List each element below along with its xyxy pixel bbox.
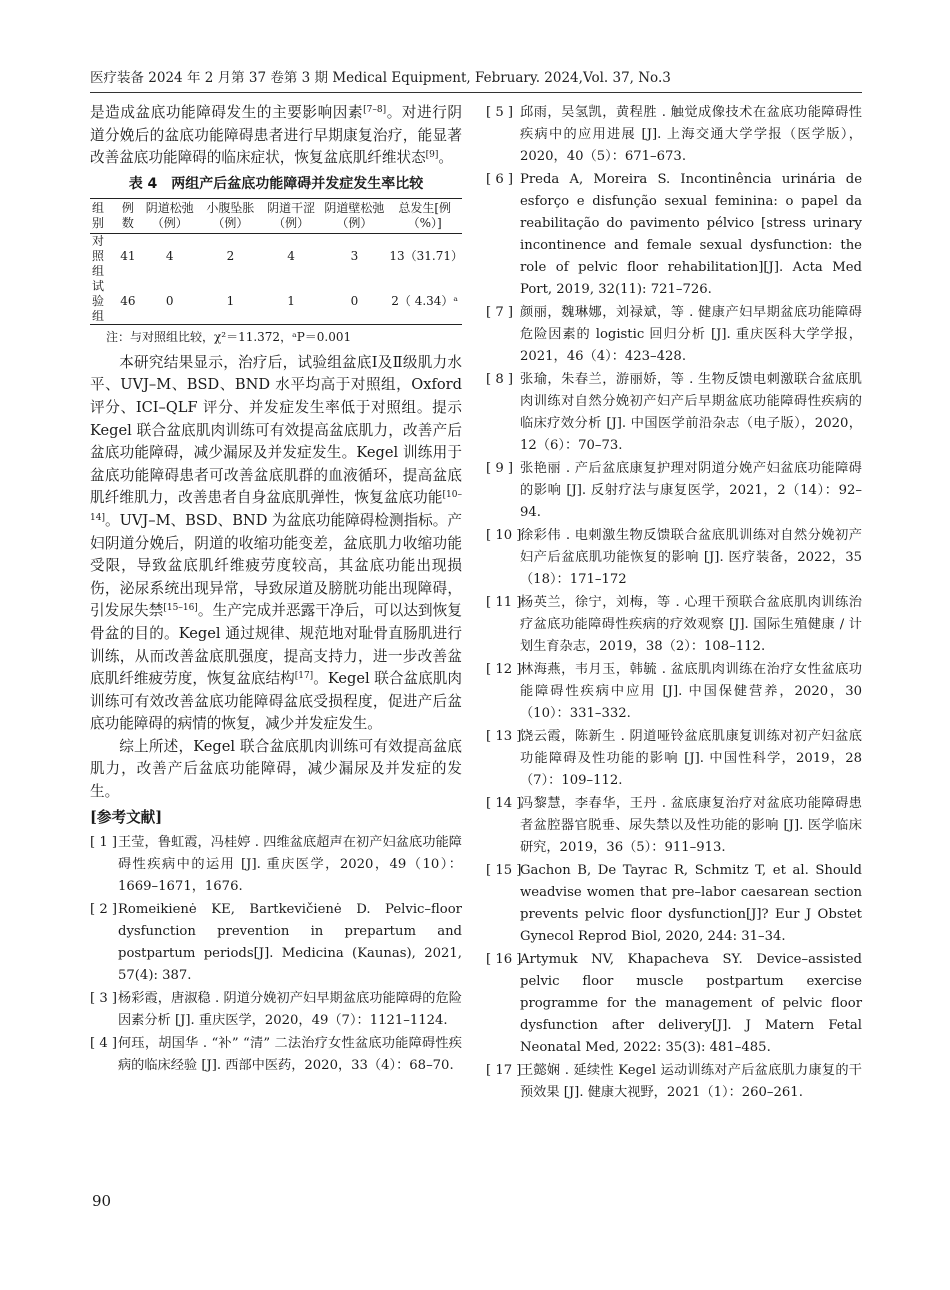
paragraph-1: 是造成盆底功能障碍发生的主要影响因素[7–8]。对进行阴道分娩后的盆底功能障碍患者进行早期康复治疗，能显著改善盆底功能障碍的临床症状，恢复盆底肌纤维状态[9]。	[90, 104, 462, 167]
reference-item: [ 10 ] 徐彩伟 . 电刺激生物反馈联合盆底肌训练对自然分娩初产妇产后盆底肌功能恢复的影响 [J]. 医疗装备，2022，35（18）：171–172	[486, 528, 862, 587]
col-header-count: 例数	[121, 200, 134, 230]
col-header-vaginal-wall-laxity: 阴道壁松弛（例）	[324, 200, 385, 230]
table-cell: 4	[287, 248, 295, 263]
page-number: 90	[92, 1192, 112, 1210]
reference-item: [ 13 ] 饶云霞，陈新生 . 阴道哑铃盆底肌康复训练对初产妇盆底功能障碍及性功能的影响 [J]. 中国性科学，2019，28（7）：109–112.	[486, 729, 862, 788]
reference-item: [ 9 ] 张艳丽 . 产后盆底康复护理对阴道分娩产妇盆底功能障碍的影响 [J]. 反射疗法与康复医学，2021，2（14）：92–94.	[486, 461, 862, 520]
col-header-abdominal-distension: 小腹坠胀（例）	[206, 200, 255, 230]
table-row	[90, 233, 462, 279]
table-cell: 2（ 4.34）ᵃ	[391, 293, 459, 308]
col-header-vaginal-laxity: 阴道松弛（例）	[145, 200, 194, 230]
reference-item: [ 12 ] 林海燕，韦月玉，韩毓 . 盆底肌肉训练在治疗女性盆底功能障碍性疾病中应用 [J]. 中国保健营养，2020，30（10）：331–332.	[486, 662, 862, 721]
citation: [15–16]	[163, 603, 198, 614]
table-cell: 13（31.71）	[389, 248, 463, 263]
table-cell: 0	[350, 293, 359, 308]
references-heading: [参考文献]	[90, 808, 163, 826]
reference-item: [ 15 ] Gachon B, De Tayrac R, Schmitz T, et al. Should weadvise women that pre–labor caesarean section prevents pelvic floor dysfunction[J]? Eur J Obstet Gynecol Reprod Biol, 2020, 244: 31–34.	[486, 863, 862, 944]
table-header-row	[90, 198, 462, 233]
right-column	[486, 102, 862, 1105]
table-4-title: 表 4 两组产后盆底功能障碍并发症发生率比较	[128, 175, 424, 192]
reference-item: [ 6 ] Preda A, Moreira S. Incontinência urinária de esforço e disfunção sexual feminina: o papel da reabilitação do pavimento pélvico [stress urinary incontinence and female sexual dysfunction: the role of pelvic floor rehabilitation][J]. Acta Med Port, 2019, 32(11): 721–726.	[486, 172, 862, 297]
paragraph-3: 综上所述，Kegel 联合盆底肌肉训练可有效提高盆底肌力，改善产后盆底功能障碍，减少漏尿及并发症的发生。	[90, 737, 462, 801]
table-note: 注：与对照组比较，χ²＝11.372，ᵃP＝0.001	[106, 329, 352, 344]
col-header-total: 总发生[例（%）]	[398, 200, 452, 230]
reference-item: [ 7 ] 颜丽，魏琳娜，刘禄斌，等 . 健康产妇早期盆底功能障碍危险因素的 logistic 回归分析 [J]. 重庆医科大学学报，2021，46（4）：423–428.	[486, 305, 862, 364]
reference-item: [ 5 ] 邱雨，吴氢凯，黄程胜 . 触觉成像技术在盆底功能障碍性疾病中的应用进展 [J]. 上海交通大学学报（医学版），2020，40（5）：671–673.	[486, 105, 862, 164]
citation: [7–8]	[363, 105, 387, 115]
table-cell: 1	[287, 293, 295, 308]
reference-item: [ 3 ] 杨彩霞，唐淑稳 . 阴道分娩初产妇早期盆底功能障碍的危险因素分析 [J]. 重庆医学，2020，49（7）：1121–1124.	[90, 990, 462, 1028]
references-left	[90, 832, 462, 1077]
table-cell: 试验组	[92, 278, 105, 323]
citation: [10–14]	[90, 490, 462, 523]
table-cell: 0	[165, 293, 174, 308]
left-column	[90, 102, 462, 1078]
reference-item: [ 1 ] 王莹，鲁虹霞，冯桂婷 . 四维盆底超声在初产妇盆底功能障碍性疾病中的运用 [J]. 重庆医学，2020，49（10）：1669–1671，1676.	[90, 834, 462, 894]
paragraph-2: 本研究结果显示，治疗后，试验组盆底Ⅰ及Ⅱ级肌力水平、UVJ–M、BSD、BND 水平均高于对照组，Oxford 评分、ICI–QLF 评分、并发症发生率低于对照组。提示 Kegel 联合盆底肌肉训练可有效提高盆底肌力，改善产后盆底功能障碍，减少漏尿及并发症发生。Kegel 训练用于盆底功能障碍患者可改善盆底肌群的血液循环，提高盆底肌纤维肌力，改善患者自身盆底肌弹性，恢复盆底功能[10–14]。UVJ–M、BSD、BND 为盆底功能障碍检测指标。产妇阴道分娩后，阴道的收缩功能变差，盆底肌力收缩功能受限，导致盆底肌纤维疲劳度较高，其盆底功能出现损伤，泌尿系统出现异常，导致尿道及膀胱功能出现障碍，引发尿失禁[15–16]。生产完成并恶露干净后，可以达到恢复骨盆的目的。Kegel 通过规律、规范地对耻骨直肠肌进行训练，从而改善盆底肌强度，提高支持力，进一步改善盆底肌纤维疲劳度，恢复盆底结构[17]。Kegel 联合盆底肌肉训练可有效改善盆底功能障碍盆底受损程度，促进产后盆底功能障碍的病情的恢复，减少并发症发生。	[90, 353, 462, 733]
reference-item: [ 17 ] 王懿娴 . 延续性 Kegel 运动训练对产后盆底肌力康复的干预效果 [J]. 健康大视野，2021（1）：260–261.	[486, 1063, 862, 1100]
table-cell: 3	[350, 248, 359, 263]
header-rule	[90, 92, 862, 93]
reference-item: [ 11 ] 杨英兰，徐宁，刘梅，等 . 心理干预联合盆底肌肉训练治疗盆底功能障碍性疾病的疗效观察 [J]. 国际生殖健康 / 计划生育杂志，2019，38（2）：108–112.	[486, 595, 862, 654]
col-header-group: 组别	[92, 200, 105, 230]
table-row	[90, 279, 462, 325]
citation: [17]	[294, 671, 314, 682]
table-cell: 对照组	[92, 233, 105, 278]
running-header: 医疗装备 2024 年 2 月第 37 卷第 3 期 Medical Equipment, February. 2024,Vol. 37, No.3	[90, 70, 671, 86]
table-4	[90, 198, 462, 325]
reference-item: [ 8 ] 张瑜，朱春兰，游丽娇，等 . 生物反馈电刺激联合盆底肌肉训练对自然分娩初产妇产后早期盆底功能障碍性疾病的临床疗效分析 [J]. 中国医学前沿杂志（电子版），2020，12（6）：70–73.	[486, 372, 862, 453]
table-cell: 41	[120, 248, 136, 263]
table-cell: 4	[165, 248, 174, 263]
col-header-vaginal-dryness: 阴道干涩（例）	[267, 200, 316, 230]
table-cell: 46	[120, 293, 136, 308]
citation: [9]	[425, 150, 439, 161]
reference-item: [ 14 ] 冯黎慧，李春华，王丹 . 盆底康复治疗对盆底功能障碍患者盆腔器官脱垂、尿失禁以及性功能的影响 [J]. 医学临床研究，2019，36（5）：911–913.	[486, 796, 862, 855]
reference-item: [ 4 ] 何珏，胡国华 . “补” “清” 二法治疗女性盆底功能障碍性疾病的临床经验 [J]. 西部中医药，2020，33（4）：68–70.	[90, 1035, 462, 1073]
table-cell: 1	[226, 293, 235, 308]
reference-item: [ 16 ] Artymuk NV, Khapacheva SY. Device–assisted pelvic floor muscle postpartum exercise programme for the management of pelvic floor dysfunction after delivery[J]. J Matern Fetal Neonatal Med, 2022: 35(3): 481–485.	[486, 952, 862, 1055]
table-cell: 2	[226, 248, 235, 263]
reference-item: [ 2 ] Romeikienė KE, Bartkevičienė D. Pelvic–floor dysfunction prevention in prepartum and postpartum periods[J]. Medicina (Kaunas), 2021, 57(4): 387.	[90, 901, 462, 983]
